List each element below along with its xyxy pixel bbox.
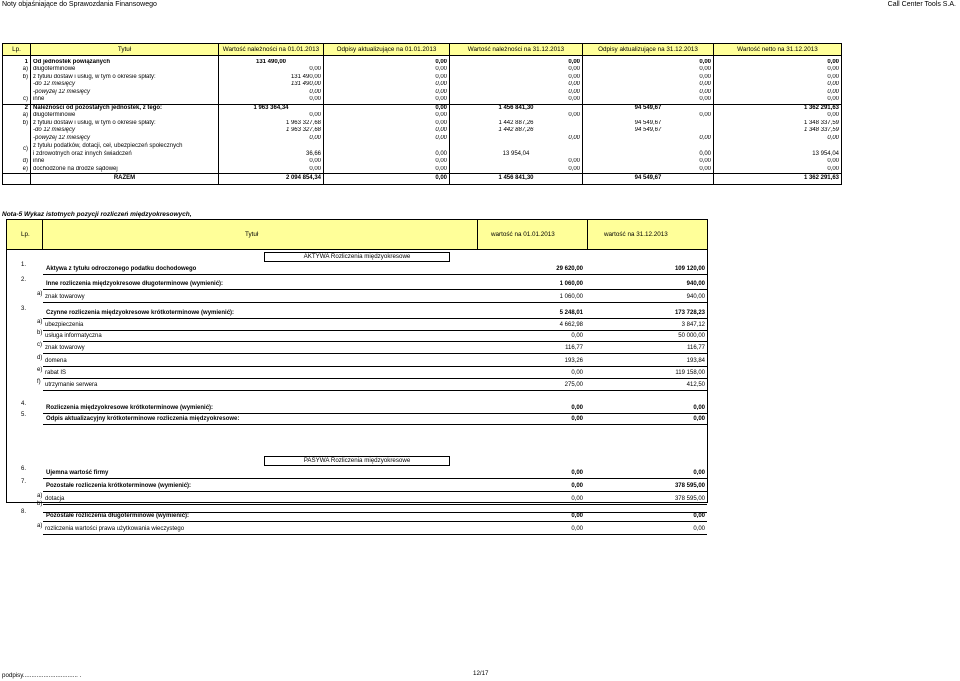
row-value: 1 963 327,68 bbox=[219, 127, 324, 135]
col-lp: Lp. bbox=[21, 231, 30, 238]
accrual-row bbox=[7, 321, 707, 330]
page-number: 12/17 bbox=[473, 670, 489, 677]
row-value: 0,00 bbox=[583, 59, 714, 67]
row-value-end: 0,00 bbox=[693, 416, 705, 422]
row-value: 36,66 bbox=[219, 142, 324, 158]
total-value: 94 549,67 bbox=[583, 174, 714, 185]
row-value-start: 0,00 bbox=[571, 496, 583, 502]
total-value: 0,00 bbox=[324, 174, 450, 185]
row-value: 1 442 887,26 bbox=[450, 120, 583, 128]
row-title: inne bbox=[31, 96, 219, 104]
row-value: 0,00 bbox=[450, 96, 583, 104]
row-lp: 2 bbox=[3, 104, 31, 112]
row-lp bbox=[3, 135, 31, 143]
row-value: 0,00 bbox=[324, 142, 450, 158]
row-value-start: 0,00 bbox=[571, 470, 583, 476]
row-lp: b) bbox=[3, 120, 31, 128]
col-title: Tytuł bbox=[245, 231, 259, 238]
row-lp: 5. bbox=[21, 412, 27, 418]
col-value-start: Wartość należności na 01.01.2013 bbox=[219, 44, 324, 56]
row-value: 0,00 bbox=[583, 66, 714, 74]
row-lp: c) bbox=[3, 96, 31, 104]
row-value: 1 963 364,34 bbox=[219, 104, 324, 112]
row-value: 0,00 bbox=[219, 166, 324, 174]
row-lp bbox=[3, 89, 31, 97]
row-value-end: 0,00 bbox=[693, 470, 705, 476]
row-lp bbox=[3, 127, 31, 135]
accrual-row bbox=[7, 401, 707, 413]
receivables-row bbox=[3, 142, 842, 158]
row-value: 0,00 bbox=[324, 74, 450, 82]
receivables-row bbox=[3, 158, 842, 166]
row-value: 0,00 bbox=[219, 66, 324, 74]
row-value: 0,00 bbox=[219, 89, 324, 97]
row-value: 0,00 bbox=[219, 112, 324, 120]
receivables-row bbox=[3, 135, 842, 143]
receivables-row bbox=[3, 66, 842, 74]
accrual-row bbox=[7, 332, 707, 341]
receivables-row bbox=[3, 96, 842, 104]
row-value: 0,00 bbox=[450, 66, 583, 74]
row-title: znak towarowy bbox=[45, 345, 85, 351]
row-lp bbox=[3, 81, 31, 89]
receivables-total-row bbox=[3, 174, 842, 185]
accrual-row bbox=[7, 262, 707, 274]
row-value: 0,00 bbox=[324, 166, 450, 174]
col-writeoff-start: Odpisy aktualizujące na 01.01.2013 bbox=[324, 44, 450, 56]
receivables-row bbox=[3, 89, 842, 97]
row-lp: e) bbox=[37, 367, 43, 373]
pasywa-section-header: PASYWA Rozliczenia międzyokresowe bbox=[264, 456, 450, 466]
row-value: 0,00 bbox=[450, 89, 583, 97]
row-value: 0,00 bbox=[714, 96, 842, 104]
row-value: 0,00 bbox=[714, 158, 842, 166]
row-lp: 2. bbox=[21, 277, 27, 283]
row-value: 13 954,04 bbox=[714, 142, 842, 158]
row-value: 0,00 bbox=[583, 96, 714, 104]
receivables-row bbox=[3, 127, 842, 135]
row-lp: a) bbox=[37, 523, 43, 529]
row-value: 0,00 bbox=[219, 135, 324, 143]
col-title: Tytuł bbox=[31, 44, 219, 56]
row-value: 1 456 841,30 bbox=[450, 104, 583, 112]
receivables-row bbox=[3, 59, 842, 67]
row-value: 0,00 bbox=[583, 166, 714, 174]
row-value-start: 5 248,01 bbox=[559, 310, 583, 316]
row-value-end: 0,00 bbox=[693, 405, 705, 411]
col-value-end: Wartość należności na 31.12.2013 bbox=[450, 44, 583, 56]
row-value: 131 490,00 bbox=[219, 59, 324, 67]
row-value: 0,00 bbox=[450, 59, 583, 67]
row-value: 0,00 bbox=[324, 96, 450, 104]
accrual-row bbox=[7, 293, 707, 302]
row-value: 0,00 bbox=[324, 104, 450, 112]
row-title: dochodzone na drodze sądowej bbox=[31, 166, 219, 174]
accrual-row bbox=[7, 525, 707, 534]
row-value: 0,00 bbox=[324, 120, 450, 128]
row-lp: a) bbox=[37, 319, 43, 325]
row-value: 131 490,00 bbox=[219, 74, 324, 82]
document-header-title: Noty objaśniające do Sprawozdania Finansowego bbox=[2, 1, 157, 8]
row-title: długoterminowe bbox=[31, 112, 219, 120]
row-title: -powyżej 12 miesięcy bbox=[31, 89, 219, 97]
total-value: 2 094 854,34 bbox=[219, 174, 324, 185]
row-lp: a) bbox=[3, 112, 31, 120]
row-title: Ujemna wartość firmy bbox=[46, 470, 109, 476]
row-value: 0,00 bbox=[450, 158, 583, 166]
row-value: 1 348 337,59 bbox=[714, 120, 842, 128]
row-value: 94 549,67 bbox=[583, 127, 714, 135]
row-value: 0,00 bbox=[324, 66, 450, 74]
row-value: 0,00 bbox=[219, 158, 324, 166]
row-title-line: i zdrowotnych oraz innych świadczeń bbox=[33, 150, 132, 157]
row-value: 0,00 bbox=[583, 74, 714, 82]
row-value: 0,00 bbox=[583, 81, 714, 89]
row-value-end: 193,84 bbox=[686, 358, 705, 364]
row-value: 0,00 bbox=[450, 74, 583, 82]
row-value: 0,00 bbox=[714, 74, 842, 82]
row-title: z tytułu dostaw i usług, w tym o okresie spłaty: bbox=[31, 120, 219, 128]
row-value: 0,00 bbox=[450, 112, 583, 120]
row-value-start: 1 060,00 bbox=[559, 281, 583, 287]
receivables-header-row bbox=[3, 44, 842, 56]
row-value-start: 0,00 bbox=[571, 416, 583, 422]
row-value: 0,00 bbox=[450, 135, 583, 143]
row-value: 0,00 bbox=[583, 89, 714, 97]
row-value: 0,00 bbox=[714, 81, 842, 89]
row-value-end: 0,00 bbox=[693, 526, 705, 532]
row-value-start: 0,00 bbox=[571, 370, 583, 376]
receivables-row bbox=[3, 166, 842, 174]
accrual-row bbox=[7, 357, 707, 366]
col-net-end: Wartość netto na 31.12.2013 bbox=[714, 44, 842, 56]
company-name: Call Center Tools S.A. bbox=[887, 1, 956, 8]
row-value: 0,00 bbox=[583, 112, 714, 120]
row-lp: 1. bbox=[21, 262, 27, 268]
row-value-start: 1 060,00 bbox=[559, 294, 583, 300]
accruals-table bbox=[6, 219, 708, 532]
row-value: 1 442 887,26 bbox=[450, 127, 583, 135]
aktywa-section-header: AKTYWA Rozliczenia międzyokresowe bbox=[264, 252, 450, 262]
row-title: -do 12 miesięcy bbox=[31, 81, 219, 89]
row-value-start: 0,00 bbox=[571, 483, 583, 489]
row-title: rabat IS bbox=[45, 370, 67, 376]
row-lp: c) bbox=[3, 142, 31, 158]
row-value: 0,00 bbox=[583, 135, 714, 143]
col-writeoff-end: Odpisy aktualizujące na 31.12.2013 bbox=[583, 44, 714, 56]
row-value: 0,00 bbox=[324, 59, 450, 67]
row-title: Rozliczenia międzyokresowe krótkoterminowe (wymienić): bbox=[46, 405, 214, 411]
row-value-start: 0,00 bbox=[571, 405, 583, 411]
row-title: ubezpieczenia bbox=[45, 322, 84, 328]
row-value: 1 362 291,63 bbox=[714, 104, 842, 112]
row-value-end: 50 000,00 bbox=[678, 333, 705, 339]
row-lp: d) bbox=[3, 158, 31, 166]
row-title: utrzymanie serwera bbox=[45, 382, 98, 388]
row-value-end: 173 728,23 bbox=[674, 310, 705, 316]
row-title: domena bbox=[45, 358, 67, 364]
row-value-end: 940,00 bbox=[686, 294, 705, 300]
row-value: 94 549,67 bbox=[583, 104, 714, 112]
row-value-start: 0,00 bbox=[571, 526, 583, 532]
row-value-start: 0,00 bbox=[571, 513, 583, 519]
row-value-start: 193,26 bbox=[564, 358, 583, 364]
row-value: 0,00 bbox=[714, 59, 842, 67]
row-lp: b) bbox=[37, 330, 43, 336]
row-title: -powyżej 12 miesięcy bbox=[31, 135, 219, 143]
row-lp: 4. bbox=[21, 401, 27, 407]
accruals-header-row bbox=[7, 220, 707, 250]
row-value-start: 4 662,98 bbox=[559, 322, 583, 328]
accrual-row bbox=[7, 381, 707, 390]
row-value: 0,00 bbox=[583, 158, 714, 166]
row-value-end: 378 595,00 bbox=[674, 496, 705, 502]
row-title: Należności od pozostałych jednostek, z tego: bbox=[31, 104, 219, 112]
row-value: 0,00 bbox=[324, 81, 450, 89]
row-value-end: 940,00 bbox=[686, 281, 705, 287]
row-value: 13 954,04 bbox=[450, 142, 583, 158]
row-value: 1 348 337,59 bbox=[714, 127, 842, 135]
row-title: Odpis aktualizacyjny krótkoterminowe rozliczenia międzyokresowe: bbox=[46, 416, 240, 422]
row-lp: a) bbox=[3, 66, 31, 74]
accrual-row bbox=[7, 344, 707, 353]
row-value: 0,00 bbox=[219, 96, 324, 104]
row-title: inne bbox=[31, 158, 219, 166]
receivables-row bbox=[3, 81, 842, 89]
row-value-end: 116,77 bbox=[687, 345, 705, 351]
row-title: znak towarowy bbox=[45, 294, 85, 300]
row-value-start: 275,00 bbox=[564, 382, 583, 388]
col-lp: Lp. bbox=[3, 44, 31, 56]
row-value: 0,00 bbox=[714, 135, 842, 143]
row-value: 0,00 bbox=[324, 135, 450, 143]
row-title: Pozostałe rozliczenia krótkoterminowe (wymienić): bbox=[46, 483, 192, 489]
row-value-end: 109 120,00 bbox=[674, 266, 705, 272]
row-value-start: 116,77 bbox=[565, 345, 583, 351]
row-lp: b) bbox=[3, 74, 31, 82]
row-lp: b) bbox=[37, 501, 43, 507]
row-title: -do 12 miesięcy bbox=[31, 127, 219, 135]
row-value: 94 549,67 bbox=[583, 120, 714, 128]
row-title: z tytułu dostaw i usług, w tym o okresie spłaty: bbox=[31, 74, 219, 82]
row-value: 0,00 bbox=[324, 89, 450, 97]
receivables-row bbox=[3, 112, 842, 120]
row-title: Aktywa z tytułu odroczonego podatku dochodowego bbox=[46, 266, 197, 272]
accrual-row bbox=[7, 306, 707, 318]
row-title: rozliczenia wartości prawa użytkowania wieczystego bbox=[45, 526, 185, 532]
row-lp: 6. bbox=[21, 466, 27, 472]
col-value-start: wartość na 01.01.2013 bbox=[491, 231, 555, 238]
row-value: 0,00 bbox=[714, 66, 842, 74]
row-title: Czynne rozliczenia międzyokresowe krótkoterminowe (wymienić): bbox=[46, 310, 235, 316]
row-value-end: 119 158,00 bbox=[675, 370, 705, 376]
receivables-row bbox=[3, 120, 842, 128]
row-title: długoterminowe bbox=[31, 66, 219, 74]
row-value: 0,00 bbox=[324, 158, 450, 166]
row-title bbox=[31, 142, 219, 158]
row-lp: c) bbox=[37, 342, 42, 348]
row-value-start: 29 620,00 bbox=[556, 266, 583, 272]
accrual-row bbox=[7, 503, 707, 512]
total-value: 1 362 291,63 bbox=[714, 174, 842, 185]
col-value-end: wartość na 31.12.2013 bbox=[604, 231, 668, 238]
accrual-row bbox=[7, 509, 707, 521]
signature-line: podpisy................................ . bbox=[2, 672, 82, 679]
row-value: 131 490,00 bbox=[219, 81, 324, 89]
receivables-row bbox=[3, 74, 842, 82]
row-value-end: 3 847,12 bbox=[681, 322, 705, 328]
row-value-end: 412,50 bbox=[686, 382, 705, 388]
row-lp: d) bbox=[37, 355, 43, 361]
row-lp: a) bbox=[37, 493, 43, 499]
accrual-row bbox=[7, 369, 707, 378]
row-title: Inne rozliczenia międzyokresowe długoterminowe (wymienić): bbox=[46, 281, 224, 287]
row-value: 0,00 bbox=[324, 127, 450, 135]
row-title: usługa informatyczna bbox=[45, 333, 102, 339]
row-value-start: 0,00 bbox=[571, 333, 583, 339]
row-title: dotacja bbox=[45, 496, 65, 502]
total-label: RAZEM bbox=[31, 174, 219, 185]
row-value: 1 963 327,68 bbox=[219, 120, 324, 128]
nota-5-title: Nota-5 Wykaz istotnych pozycji rozliczeń międzyokresowych, bbox=[2, 211, 192, 218]
accrual-row bbox=[7, 479, 707, 491]
row-lp: 7. bbox=[21, 479, 27, 485]
receivables-row bbox=[3, 104, 842, 112]
row-title: Od jednostek powiązanych bbox=[31, 59, 219, 67]
row-lp: f) bbox=[37, 379, 41, 385]
receivables-table bbox=[2, 43, 842, 185]
row-value: 0,00 bbox=[450, 166, 583, 174]
total-value: 1 456 841,30 bbox=[450, 174, 583, 185]
row-lp: a) bbox=[37, 291, 43, 297]
row-lp: 1 bbox=[3, 59, 31, 67]
row-lp: 8. bbox=[21, 509, 27, 515]
accrual-row bbox=[7, 277, 707, 289]
row-lp: e) bbox=[3, 166, 31, 174]
accrual-row bbox=[7, 466, 707, 478]
row-title-line: z tytułu podatków, dotacji, ceł, ubezpieczeń społecznych bbox=[33, 143, 183, 149]
row-value: 0,00 bbox=[324, 112, 450, 120]
accrual-row bbox=[7, 412, 707, 424]
row-value: 0,00 bbox=[714, 112, 842, 120]
row-title: Pozostałe rozliczenia długoterminowe (wymienić): bbox=[46, 513, 190, 519]
row-lp: 3. bbox=[21, 306, 27, 312]
row-value: 0,00 bbox=[583, 142, 714, 158]
row-value: 0,00 bbox=[714, 166, 842, 174]
row-value: 0,00 bbox=[450, 81, 583, 89]
row-value: 0,00 bbox=[714, 89, 842, 97]
row-value-end: 378 595,00 bbox=[674, 483, 705, 489]
row-value-end: 0,00 bbox=[693, 513, 705, 519]
